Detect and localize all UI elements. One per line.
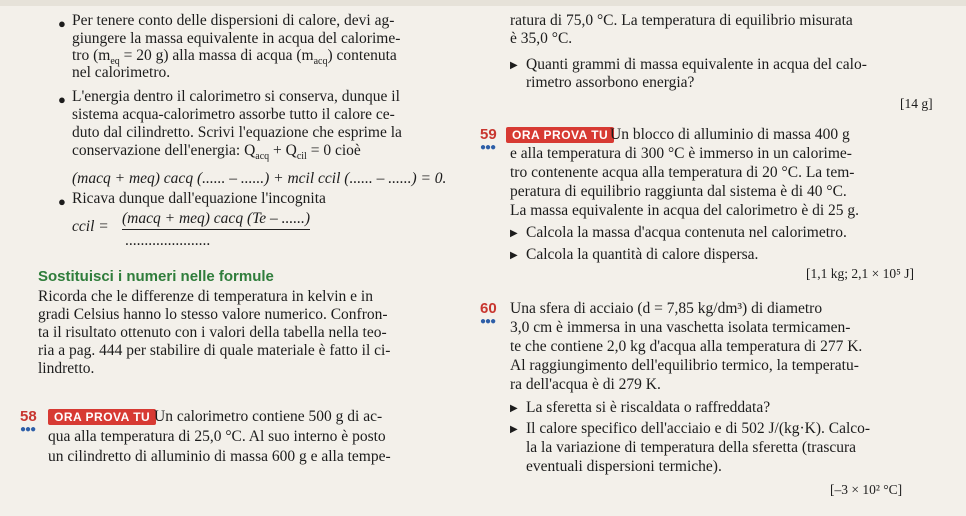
q1-line-2: rimetro assorbono energia?: [526, 74, 695, 91]
p2-line-2: sistema acqua-calorimetro assorbe tutto il calore ce-: [72, 106, 395, 123]
ex58-line-3: un cilindretto di alluminio di massa 600 g e alla tempe-: [48, 448, 391, 465]
q5-line-2: la la variazione di temperatura della sferetta (trascura: [526, 439, 857, 456]
ex58-cont-line-2: è 35,0 °C.: [510, 30, 573, 47]
ex60-line-1: Una sfera di acciaio (d = 7,85 kg/dm³) di diametro: [510, 300, 823, 317]
p2-line-1: L'energia dentro il calorimetro si conserva, dunque il: [72, 88, 400, 105]
q1-line-1: Quanti grammi di massa equivalente in acqua del calo-: [526, 56, 867, 73]
answer-2: [1,1 kg; 2,1 × 10⁵ J]: [806, 266, 914, 281]
p1-line-2: giungere la massa equivalente in acqua del calorime-: [72, 30, 401, 47]
ex60-line-5: ra dell'acqua è di 279 K.: [510, 376, 661, 393]
section-heading: Sostituisci i numeri nelle formule: [38, 268, 274, 285]
p2-line-4: conservazione dell'energia: $Q_{acq} + Q_{cil} = 0$ cioè: [72, 142, 361, 163]
triangle-bullet: ▶: [510, 228, 518, 239]
answer-1: [14 g]: [900, 96, 933, 111]
p2-line-3: duto dal cilindretto. Scrivi l'equazione che esprime la: [72, 124, 402, 141]
ex58-line-1: Un calorimetro contiene 500 g di ac-: [154, 408, 383, 425]
p4-line-3: ta il risultato ottenuto con i valori della tabella nella teo-: [38, 324, 387, 341]
q3: Calcola la quantità di calore dispersa.: [526, 246, 759, 263]
triangle-bullet: ▶: [510, 403, 518, 414]
ex60-line-4: Al raggiungimento dell'equilibrio termico, la temperatu-: [510, 357, 859, 374]
ex58-line-2: qua alla temperatura di 25,0 °C. Al suo interno è posto: [48, 428, 386, 445]
ex59-line-2: e alla temperatura di 300 °C è immerso in un calorime-: [510, 145, 852, 162]
p1-line-3: tro ($m_{eq} = 20$ g) alla massa di acqua $(m_{acq})$ contenuta: [72, 47, 397, 68]
p1-line-4: nel calorimetro.: [72, 64, 171, 81]
exercise-59-number: 59: [480, 126, 497, 143]
answer-3: [–3 × 10² °C]: [830, 482, 903, 497]
difficulty-dots: ●●●: [20, 424, 36, 435]
q2: Calcola la massa d'acqua contenuta nel calorimetro.: [526, 224, 847, 241]
bullet: ●: [58, 194, 66, 209]
p3: Ricava dunque dall'equazione l'incognita: [72, 190, 326, 207]
ex59-line-1: Un blocco di alluminio di massa 400 g: [610, 126, 850, 143]
q5-line-1: Il calore specifico dell'acciaio e di 502 J/(kg·K). Calco-: [526, 420, 871, 437]
page-top-edge: [0, 0, 966, 6]
triangle-bullet: ▶: [510, 250, 518, 261]
exercise-58-number: 58: [20, 408, 37, 425]
energy-equation: (macq + meq) cacq (...... – ......) + mcil ccil (...... – ......) = 0.: [72, 170, 447, 187]
ex59-line-3: tro contenente acqua alla temperatura di 20 °C. La tem-: [510, 164, 855, 181]
ex60-line-2: 3,0 cm è immersa in una vaschetta isolata termicamen-: [510, 319, 851, 336]
q5-line-3: eventuali dispersioni termiche).: [526, 458, 722, 475]
triangle-bullet: ▶: [510, 60, 518, 71]
try-it-badge: ORA PROVA TU: [48, 409, 156, 425]
bullet: ●: [58, 16, 66, 31]
triangle-bullet: ▶: [510, 424, 518, 435]
ex60-line-3: te che contiene 2,0 kg d'acqua alla temperatura di 277 K.: [510, 338, 863, 355]
p1-line-1: Per tenere conto delle dispersioni di calore, devi ag-: [72, 12, 395, 29]
p4-line-4: ria a pag. 444 per stabilire di quale materiale è fatto il ci-: [38, 342, 391, 359]
difficulty-dots: ●●●: [480, 142, 496, 153]
bullet: ●: [58, 92, 66, 107]
ex59-line-4: peratura di equilibrio raggiunta dal sistema è di 40 °C.: [510, 183, 847, 200]
q4: La sferetta si è riscaldata o raffreddata?: [526, 399, 771, 416]
p4-line-2: gradi Celsius hanno lo stesso valore numerico. Confron-: [38, 306, 388, 323]
p4-line-5: lindretto.: [38, 360, 95, 377]
exercise-60-number: 60: [480, 300, 497, 317]
try-it-badge: ORA PROVA TU: [506, 127, 614, 143]
formula-lhs: ccil =: [72, 218, 109, 235]
p4-line-1: Ricorda che le differenze di temperatura in kelvin e in: [38, 288, 373, 305]
formula-denominator: ......................: [125, 232, 211, 249]
formula-numerator: (macq + meq) cacq (Te – ......): [122, 210, 310, 230]
difficulty-dots: ●●●: [480, 316, 496, 327]
ex59-line-5: La massa equivalente in acqua del calorimetro è di 25 g.: [510, 202, 860, 219]
ex58-cont-line-1: ratura di 75,0 °C. La temperatura di equilibrio misurata: [510, 12, 853, 29]
